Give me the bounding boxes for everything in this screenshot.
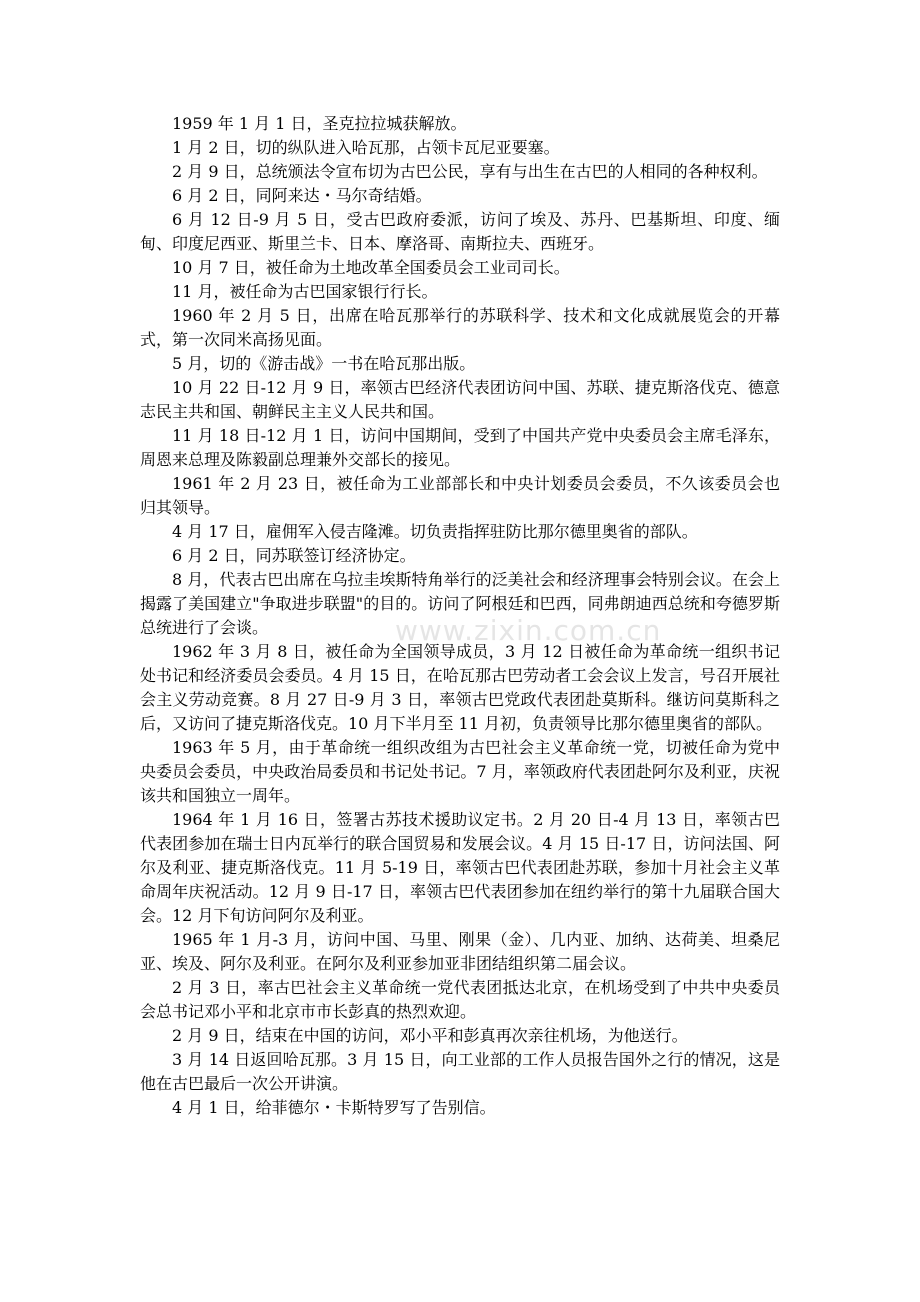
- paragraph: 6 月 12 日-9 月 5 日，受古巴政府委派，访问了埃及、苏丹、巴基斯坦、印度、缅甸、印度尼西亚、斯里兰卡、日本、摩洛哥、南斯拉夫、西班牙。: [140, 210, 780, 253]
- paragraph: 2 月 9 日，总统颁法令宣布切为古巴公民，享有与出生在古巴的人相同的各种权利。: [172, 162, 768, 181]
- paragraph: 4 月 1 日，给菲德尔・卡斯特罗写了告别信。: [172, 1098, 496, 1117]
- paragraph: 1964 年 1 月 16 日，签署古苏技术援助议定书。2 月 20 日-4 月 13 日，率领古巴代表团参加在瑞士日内瓦举行的联合国贸易和发展会议。4 月 15 日-17 日，访问法国、阿尔及利亚、捷克斯洛伐克。11 月 5-19 日，率领古巴代表团赴苏联，参加十月社会主义革命周年庆祝活动。12 月 9 日-17 日，率领古巴代表团参加在纽约举行的第十九届联合国大会。12 月下旬访问阿尔及利亚。: [140, 810, 780, 925]
- paragraph: 2 月 9 日，结束在中国的访问，邓小平和彭真再次亲往机场，为他送行。: [172, 1026, 688, 1045]
- paragraph: 1962 年 3 月 8 日，被任命为全国领导成员，3 月 12 日被任命为革命统一组织书记处书记和经济委员会委员。4 月 15 日，在哈瓦那古巴劳动者工会会议上发言，号召开展社会主义劳动竞赛。8 月 27 日-9 月 3 日，率领古巴党政代表团赴莫斯科。继访问莫斯科之后，又访问了捷克斯洛伐克。10 月下半月至 11 月初，负责领导比那尔德里奥省的部队。: [140, 642, 780, 733]
- paragraph: 10 月 7 日，被任命为土地改革全国委员会工业司司长。: [172, 258, 570, 277]
- paragraph: 8 月，代表古巴出席在乌拉圭埃斯特角举行的泛美社会和经济理事会特别会议。在会上揭露了美国建立"争取进步联盟"的目的。访问了阿根廷和巴西，同弗朗迪西总统和夸德罗斯总统进行了会谈。: [140, 570, 780, 637]
- watermark-text: www.zixin.com.cn: [395, 614, 662, 647]
- paragraph: 11 月 18 日-12 月 1 日，访问中国期间，受到了中国共产党中央委员会主席毛泽东，周恩来总理及陈毅副总理兼外交部长的接见。: [140, 426, 780, 469]
- paragraph: 1965 年 1 月-3 月，访问中国、马里、刚果（金）、几内亚、加纳、达荷美、坦桑尼亚、埃及、阿尔及利亚。在阿尔及利亚参加亚非团结组织第二届会议。: [140, 930, 780, 973]
- paragraph: 6 月 2 日，同苏联签订经济协定。: [172, 546, 416, 565]
- paragraph: 1961 年 2 月 23 日，被任命为工业部部长和中央计划委员会委员，不久该委员会也归其领导。: [140, 474, 780, 517]
- paragraph: 6 月 2 日，同阿来达・马尔奇结婚。: [172, 186, 432, 205]
- paragraph: 3 月 14 日返回哈瓦那。3 月 15 日，向工业部的工作人员报告国外之行的情况，这是他在古巴最后一次公开讲演。: [140, 1050, 780, 1093]
- paragraph: 4 月 17 日，雇佣军入侵吉隆滩。切负责指挥驻防比那尔德里奥省的部队。: [172, 522, 698, 541]
- document-body: [140, 112, 780, 1120]
- paragraph: 11 月，被任命为古巴国家银行行长。: [172, 282, 438, 301]
- paragraph: 2 月 3 日，率古巴社会主义革命统一党代表团抵达北京，在机场受到了中共中央委员会总书记邓小平和北京市市长彭真的热烈欢迎。: [140, 978, 780, 1021]
- paragraph: 1 月 2 日，切的纵队进入哈瓦那，占领卡瓦尼亚要塞。: [172, 138, 560, 157]
- paragraph: 1959 年 1 月 1 日，圣克拉拉城获解放。: [172, 114, 467, 133]
- paragraph: 1963 年 5 月，由于革命统一组织改组为古巴社会主义革命统一党，切被任命为党中央委员会委员，中央政治局委员和书记处书记。7 月，率领政府代表团赴阿尔及利亚，庆祝该共和国独立一周年。: [140, 738, 780, 805]
- paragraph: 5 月，切的《游击战》一书在哈瓦那出版。: [172, 354, 476, 373]
- paragraph: 10 月 22 日-12 月 9 日，率领古巴经济代表团访问中国、苏联、捷克斯洛伐克、德意志民主共和国、朝鲜民主主义人民共和国。: [140, 378, 780, 421]
- paragraph: 1960 年 2 月 5 日，出席在哈瓦那举行的苏联科学、技术和文化成就展览会的开幕式，第一次同米高扬见面。: [140, 306, 780, 349]
